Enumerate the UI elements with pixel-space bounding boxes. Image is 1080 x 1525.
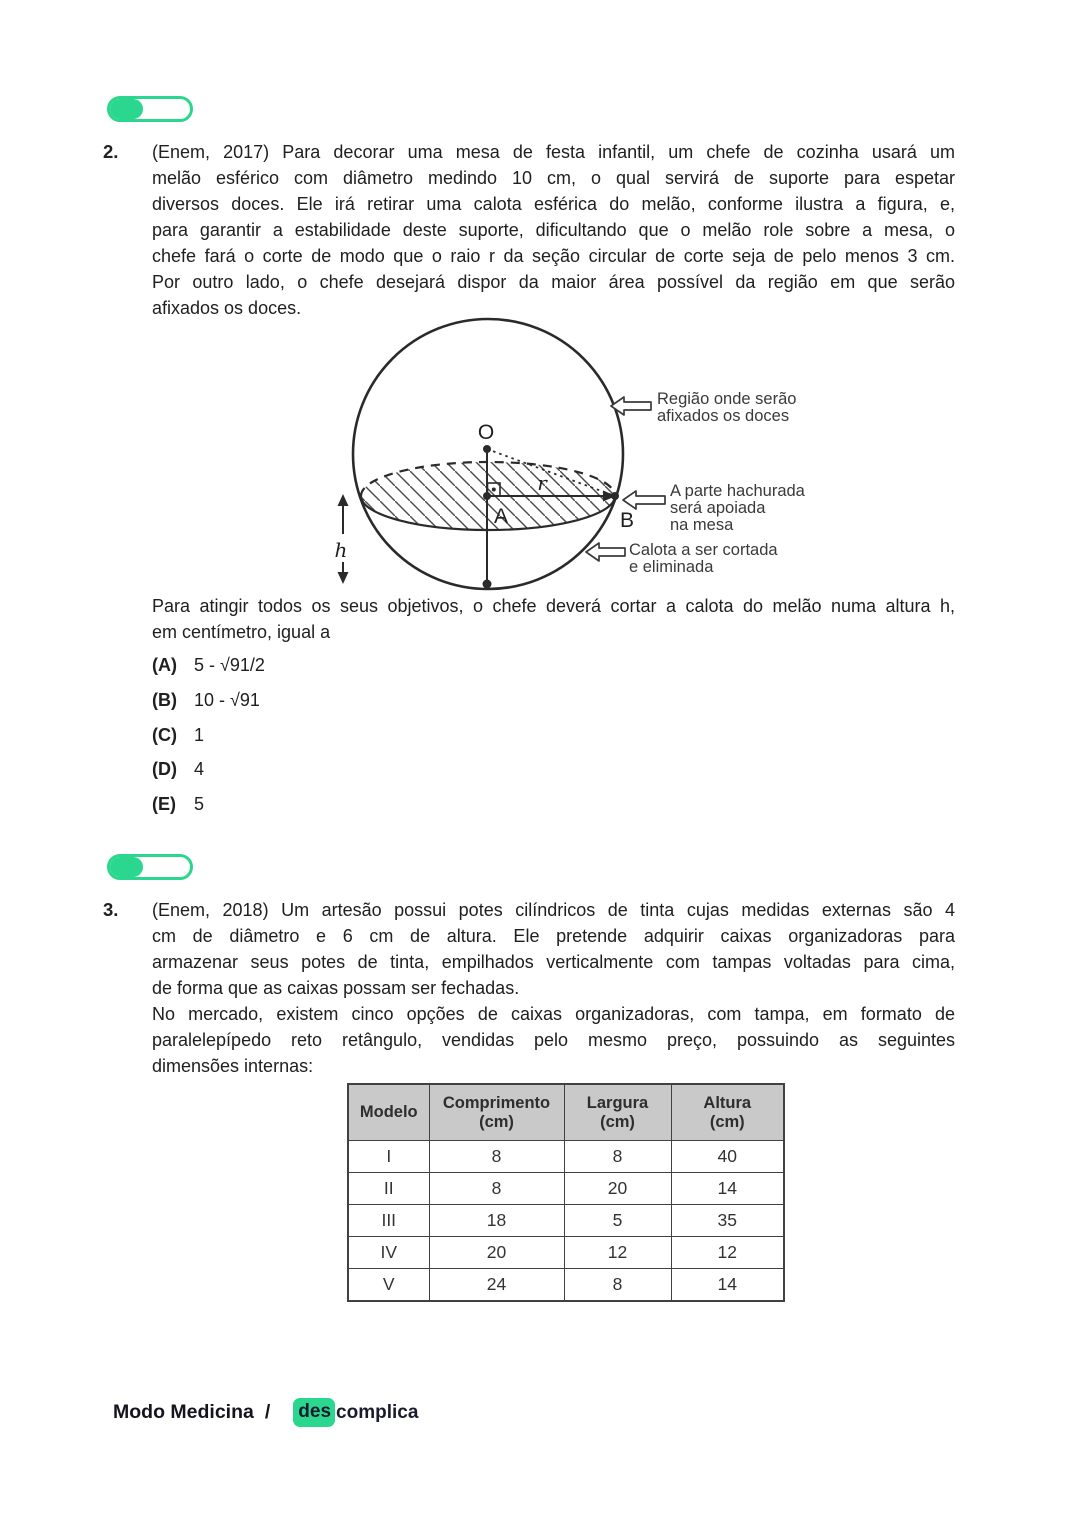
question-2-number: 2. [103,141,119,162]
header-comprimento [429,1084,564,1141]
point-o-label: O [477,421,495,444]
q2-body-line: (Enem, 2017) Para decorar uma mesa de festa infantil, um chefe de cozinha usará um [152,142,955,162]
cell-comprimento: 18 [429,1205,564,1237]
option-c [152,722,572,748]
option-value: 10 - √91 [194,689,260,710]
q3-body-line: No mercado, existem cinco opções de caixas organizadoras, com tampa, em formato de [152,1004,955,1024]
cell-largura: 20 [564,1173,671,1205]
cell-modelo: II [348,1173,429,1205]
header-title: Altura [703,1093,752,1112]
q3-body-line: de forma que as caixas possam ser fechadas. [152,978,520,998]
callout-hatched-line: A parte hachurada [670,482,805,500]
header-title: Modelo [359,1103,418,1121]
callout-arrow-calota-icon [586,543,625,561]
descomplica-logo [293,1398,418,1427]
radius-r-label: r [537,471,547,495]
cell-comprimento: 8 [429,1141,564,1173]
table-header-row [348,1084,784,1141]
footer-brand-text: Modo Medicina [113,1401,254,1423]
page-footer [113,1398,418,1427]
point-b-dot [611,492,619,500]
cell-comprimento: 20 [429,1237,564,1269]
option-letter: (A) [152,655,177,675]
option-value: 5 - √91/2 [194,655,265,675]
q2-body-line: para garantir a estabilidade deste suporte, dificultando que o melão role sobre a mesa, o [152,220,955,240]
callout-calota-line: e eliminada [629,558,714,576]
toggle-knob-icon [110,857,143,877]
option-b [152,687,572,713]
question-3-number: 3. [103,899,119,920]
cell-largura: 8 [564,1141,671,1173]
cell-altura: 40 [671,1141,784,1173]
question-3-body [152,897,955,1079]
option-letter: (E) [152,794,176,815]
callout-hatched-line: na mesa [670,516,734,534]
q2-stem-line: Para atingir todos os seus objetivos, o chefe deverá cortar a calota do melão numa altura h, [152,596,955,616]
callout-region-line: afixados os doces [657,407,790,425]
q3-body-line: paralelepípedo reto retângulo, vendidas pelo mesmo preço, possuindo as seguintes [152,1030,955,1050]
option-e [152,791,572,817]
point-a-label: A [493,505,509,528]
cell-largura: 8 [564,1269,671,1302]
callout-hatched-line: será apoiada [670,499,766,517]
melon-sphere-figure [320,306,820,596]
cell-modelo: IV [348,1237,429,1269]
header-title: Largura [586,1093,649,1112]
question-2-body [152,139,955,321]
table-row [348,1205,784,1237]
option-value: 4 [194,759,205,780]
header-altura [671,1084,784,1141]
h-label: h [334,538,348,562]
q2-body-line: chefe fará o corte de modo que o raio r da seção circular de corte seja de pelo menos 3 cm. [152,246,955,266]
callout-calota-line: Calota a ser cortada [629,541,778,559]
q2-body-line: Por outro lado, o chefe desejará dispor da maior área possível da região em que serão [152,272,955,292]
toggle-knob-icon [110,99,143,119]
header-unit: (cm) [709,1112,745,1131]
q2-body-line: afixados os doces. [152,298,302,318]
q3-body-line: cm de diâmetro e 6 cm de altura. Ele pretende adquirir caixas organizadoras para [152,926,955,946]
callout-region-line: Região onde serão [657,390,797,408]
q2-stem-line: em centímetro, igual a [152,622,331,642]
cell-modelo: III [348,1205,429,1237]
box-dimensions-table [347,1083,785,1302]
question-3-toggle[interactable] [107,854,193,880]
q2-body-line: melão esférico com diâmetro medindo 10 cm, o qual servirá de suporte para espetar [152,168,955,188]
cell-altura: 12 [671,1237,784,1269]
callout-arrow-hatched-icon [623,491,665,509]
option-value: 1 [194,724,205,745]
point-b-label: B [619,509,635,532]
q3-body-line: armazenar seus potes de tinta, empilhados verticalmente com tampas voltadas para cima, [152,952,955,972]
logo-des-badge: des [293,1398,335,1427]
table-row [348,1269,784,1302]
table-row [348,1237,784,1269]
h-arrowhead-up [338,494,349,506]
cell-largura: 12 [564,1237,671,1269]
h-arrowhead-down [338,572,349,584]
cell-modelo: V [348,1269,429,1302]
table-row [348,1141,784,1173]
cell-altura: 35 [671,1205,784,1237]
cell-comprimento: 8 [429,1173,564,1205]
header-title: Comprimento [442,1093,551,1112]
q2-body-line: diversos doces. Ele irá retirar uma calota esférica do melão, conforme ilustra a figura, e, [152,194,955,214]
point-a-dot [483,492,491,500]
option-a [152,652,572,678]
q3-body-line: dimensões internas: [152,1056,314,1076]
question-2-stem [152,593,955,645]
option-d [152,756,572,782]
header-largura [564,1084,671,1141]
cell-largura: 5 [564,1205,671,1237]
right-angle-dot [492,488,496,492]
cell-comprimento: 24 [429,1269,564,1302]
question-2-toggle[interactable] [107,96,193,122]
logo-complica-text: complica [336,1401,419,1423]
cell-altura: 14 [671,1269,784,1302]
header-unit: (cm) [479,1112,514,1131]
option-letter: (D) [152,759,177,780]
option-letter: (C) [152,724,177,745]
question-2-options [152,652,572,826]
option-letter: (B) [152,689,177,710]
header-modelo [348,1084,429,1141]
point-o-dot [483,445,491,453]
footer-separator: / [264,1401,271,1423]
cell-modelo: I [348,1141,429,1173]
header-unit: (cm) [600,1112,635,1131]
cell-altura: 14 [671,1173,784,1205]
q3-body-line: (Enem, 2018) Um artesão possui potes cilíndricos de tinta cujas medidas externas são 4 [152,900,955,920]
sphere-bottom-dot [483,580,492,589]
table-row [348,1173,784,1205]
option-value: 5 [194,794,205,815]
